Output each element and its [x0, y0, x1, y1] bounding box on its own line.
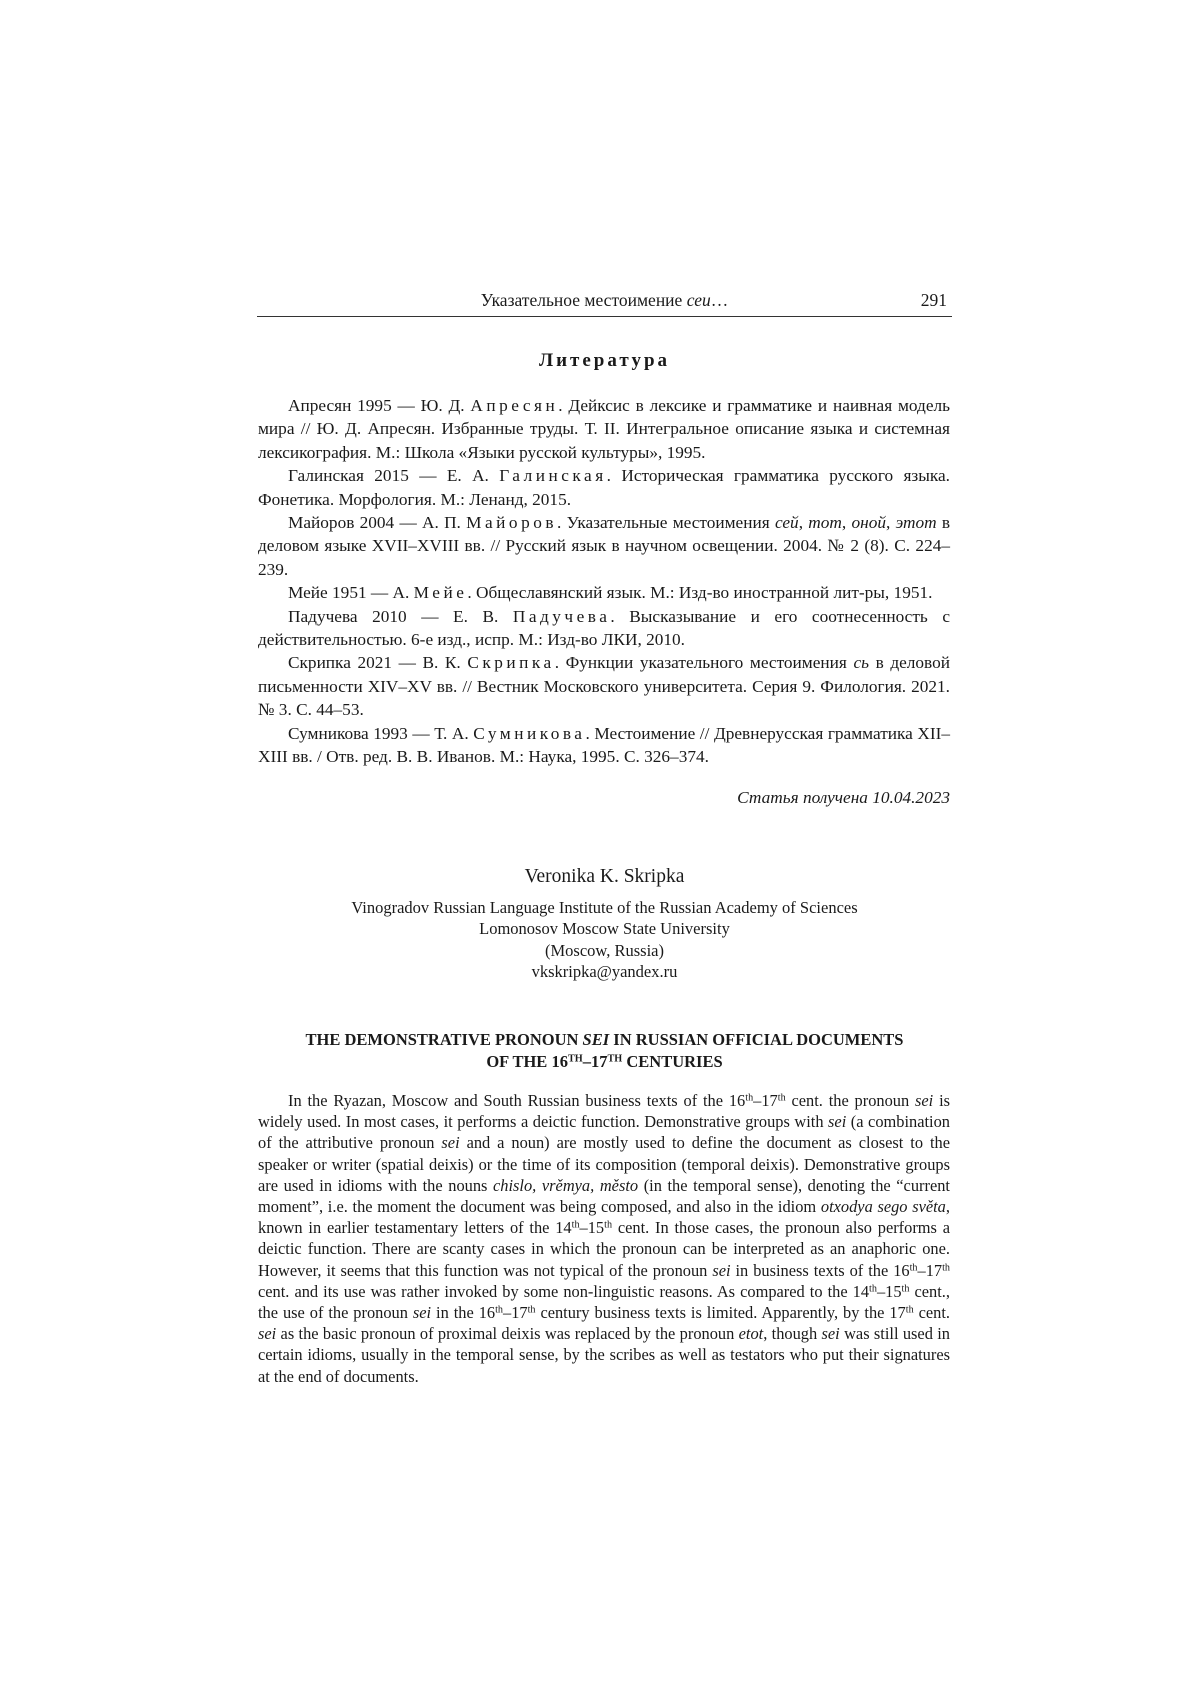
literature-heading: Литература: [538, 350, 671, 371]
reference-item: Сумникова 1993 — Т. А. Сумникова. Местоимение // Древнерусская грамматика XII–XIII вв. / Отв. ред. В. В. Иванов. М.: Наука, 1995. С. 326–374.: [258, 723, 950, 767]
running-title: Указательное местоимение сеи…: [480, 290, 729, 310]
english-title-line: THE DEMONSTRATIVE PRONOUN SEI IN RUSSIAN OFFICIAL DOCUMENTS: [305, 1030, 904, 1049]
author-location: (Moscow, Russia): [544, 940, 664, 960]
abstract-paragraph: In the Ryazan, Moscow and South Russian business texts of the 16th–17th cent. the pronoun sei is widely used. In most cases, it performs a deictic function. Demonstrative groups with sei (a combination of the attributive pronoun sei and a noun) are mostly used to define the document as closest to the speaker or writer (spatial deixis) or the time of its composition (temporal deixis). Demonstrative groups are used in idioms with the nouns chislo, vrěmya, město (in the temporal sense), denoting the “current moment”, i.e. the moment the document was being composed, and also in the idiom otxodya sego světa, known in earlier testamentary letters of the 14th–15th cent. In those cases, the pronoun also performs a deictic function. There are scanty cases in which the pronoun can be interpreted as an anaphoric one. However, it seems that this function was not typical of the pronoun sei in business texts of the 16th–17th cent. and its use was rather invoked by some non-linguistic reasons. As compared to the 14th–15th cent., the use of the pronoun sei in the 16th–17th century business texts is limited. Apparently, by the 17th cent. sei as the basic pronoun of proximal deixis was replaced by the pronoun etot, though sei was still used in certain idioms, usually in the temporal sense, by the scribes as well as testators who put their signatures at the end of documents.: [258, 1091, 951, 1386]
reference-item: Падучева 2010 — Е. В. Падучева. Высказывание и его соотнесенность с действительностью. 6-е изд., испр. М.: Изд-во ЛКИ, 2010.: [258, 606, 950, 650]
reference-item: Мейе 1951 — А. Мейе. Общеславянский язык. М.: Изд-во иностранной лит-ры, 1951.: [288, 583, 933, 603]
running-header: [257, 290, 952, 317]
author-email: vkskripka@yandex.ru: [531, 962, 678, 981]
author-name: Veronika K. Skripka: [524, 866, 685, 887]
abstract: [258, 1090, 950, 1387]
english-title-line: OF THE 16TH–17TH CENTURIES: [486, 1052, 723, 1071]
reference-list: [258, 394, 950, 769]
received-date: Статья получена 10.04.2023: [737, 788, 950, 807]
reference-item: Апресян 1995 — Ю. Д. Апресян. Дейксис в лексике и грамматике и наивная модель мира // Ю. Д. Апресян. Избранные труды. Т. II. Интегральное описание языка и системная лексикография. М.: Школа «Языки русской культуры», 1995.: [258, 396, 950, 462]
page-number: 291: [920, 290, 947, 310]
reference-item: Скрипка 2021 — В. К. Скрипка. Функции указательного местоимения сь в деловой письменности XIV–XV вв. // Вестник Московского университета. Серия 9. Филология. 2021. № 3. С. 44–53.: [258, 653, 950, 720]
author-block: [257, 866, 952, 983]
affiliation: Vinogradov Russian Language Institute of the Russian Academy of Sciences: [351, 897, 858, 917]
reference-item: Галинская 2015 — Е. А. Галинская. Историческая грамматика русского языка. Фонетика. Морфология. М.: Ленанд, 2015.: [258, 466, 950, 509]
affiliation: Lomonosov Moscow State University: [479, 919, 730, 938]
english-title: [257, 1029, 952, 1073]
reference-item: Майоров 2004 — А. П. Майоров. Указательные местоимения сей, тот, оной, этот в деловом языке XVII–XVIII вв. // Русский язык в научном освещении. 2004. № 2 (8). С. 224–239.: [258, 513, 951, 579]
